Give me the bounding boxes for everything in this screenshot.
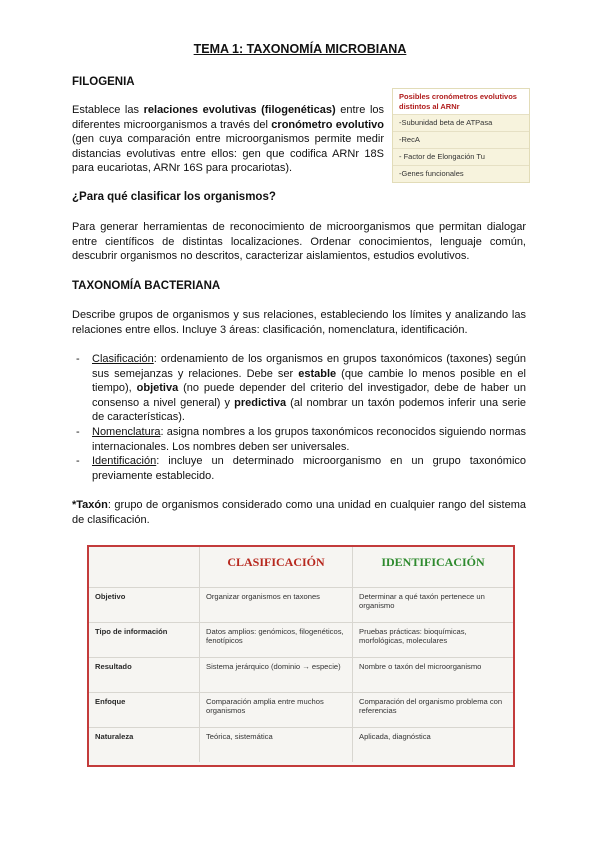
table-header-identificacion: IDENTIFICACIÓN bbox=[353, 547, 514, 588]
table-header-empty bbox=[89, 547, 200, 588]
comparison-table bbox=[89, 547, 513, 762]
bullet-dash: - bbox=[76, 425, 80, 438]
bold-predictiva: predictiva bbox=[234, 396, 287, 409]
table-cell: Comparación amplia entre muchos organismos bbox=[200, 693, 353, 728]
table-header-row bbox=[89, 547, 513, 588]
table-cell: Tipo de información bbox=[89, 623, 200, 658]
table-cell: Sistema jerárquico (dominio → especie) bbox=[200, 658, 353, 693]
heading-filogenia: FILOGENIA bbox=[72, 76, 135, 88]
text-run: (no puede depender del criterio del investigador, debe de haber un consenso a nivel general) y bbox=[92, 382, 527, 409]
paragraph-por-que: Para generar herramientas de reconocimiento de microorganismos que permitan dialogar entre científicos de distintas localizaciones. Ordenar conocimientos, lenguaje común, descubrir organismos no descritos, caracterizar aislamientos, estudios evolutivos. bbox=[72, 221, 526, 263]
taxonomy-areas-list bbox=[72, 352, 526, 483]
paragraph-filogenia bbox=[72, 103, 384, 176]
bold-cronometro: cronómetro evolutivo bbox=[271, 118, 384, 131]
term-identificacion: Identificación bbox=[92, 455, 157, 468]
table-header-clasificacion: CLASIFICACIÓN bbox=[200, 547, 353, 588]
paragraph-taxon-definition bbox=[72, 498, 526, 527]
page-title: TEMA 1: TAXONOMÍA MICROBIANA bbox=[193, 42, 407, 56]
bold-taxon: *Taxón bbox=[72, 499, 108, 511]
text-run: (gen cuya comparación entre microorganismos permite medir distancias evolutivas entre ellos: gen que codifica ARNr 18S para eucariotas, ARNr 16S para procariotas). bbox=[72, 133, 384, 175]
table-row bbox=[89, 728, 513, 763]
text-run: Establece las bbox=[72, 104, 144, 116]
comparison-table-box bbox=[87, 545, 515, 767]
text-run: entre los diferentes microorganismos a través del bbox=[72, 104, 385, 131]
list-item-clasificacion bbox=[72, 352, 526, 425]
table-cell: Datos amplios: genómicos, filogenéticos, fenotípicos bbox=[200, 623, 353, 658]
table-cell: Nombre o taxón del microorganismo bbox=[353, 658, 514, 693]
text-run: : ordenamiento de los organismos en grupos taxonómicos (taxones) según sus semejanzas y relaciones. Debe ser bbox=[92, 353, 526, 380]
list-item-identificacion bbox=[72, 454, 526, 483]
term-clasificacion: Clasificación bbox=[92, 353, 154, 365]
table-cell: Resultado bbox=[89, 658, 200, 693]
bold-objetiva: objetiva bbox=[136, 382, 179, 395]
table-cell: Aplicada, diagnóstica bbox=[353, 728, 514, 763]
bullet-dash: - bbox=[76, 353, 80, 365]
table-row bbox=[89, 658, 513, 693]
table-cell: Determinar a qué taxón pertenece un organismo bbox=[353, 588, 514, 623]
sidebar-item: -Subunidad beta de ATPasa bbox=[393, 114, 529, 131]
table-row bbox=[89, 693, 513, 728]
table-cell: Objetivo bbox=[89, 588, 200, 623]
heading-taxonomia: TAXONOMÍA BACTERIANA bbox=[72, 280, 221, 292]
sidebar-item: -RecA bbox=[393, 131, 529, 148]
table-cell: Organizar organismos en taxones bbox=[200, 588, 353, 623]
text-run: (que cambie lo menos posible en el tiempo), bbox=[92, 367, 526, 395]
table-row bbox=[89, 623, 513, 658]
text-run: : incluye un determinado microorganismo en un grupo taxonómico previamente establecido. bbox=[92, 455, 526, 482]
text-run: (al nombrar un taxón podemos inferir una serie de características). bbox=[92, 396, 527, 424]
table-cell: Comparación del organismo problema con referencias bbox=[353, 693, 514, 728]
table-cell: Pruebas prácticas: bioquímicas, morfológicas, moleculares bbox=[353, 623, 514, 658]
bold-relaciones: relaciones evolutivas (filogenéticas) bbox=[143, 104, 336, 116]
heading-por-que: ¿Para qué clasificar los organismos? bbox=[72, 191, 276, 203]
sidebar-item: - Factor de Elongación Tu bbox=[393, 148, 529, 165]
table-cell: Teórica, sistemática bbox=[200, 728, 353, 763]
table-cell: Enfoque bbox=[89, 693, 200, 728]
sidebar-heading: Posibles cronómetros evolutivos distintos al ARNr bbox=[393, 89, 529, 114]
text-run: : asigna nombres a los grupos taxonómicos reconocidos siguiendo normas internacionales. Los nombres deben ser universales. bbox=[92, 425, 526, 453]
paragraph-taxonomia-intro: Describe grupos de organismos y sus relaciones, estableciendo los límites y analizando las relaciones entre ellos. Incluye 3 áreas: clasificación, nomenclatura, identificación. bbox=[72, 309, 526, 336]
list-item-nomenclatura bbox=[72, 425, 526, 454]
bullet-dash: - bbox=[76, 455, 80, 468]
bold-estable: estable bbox=[298, 367, 337, 380]
table-cell: Naturaleza bbox=[95, 732, 134, 741]
sidebar-box bbox=[392, 88, 530, 183]
text-run: : grupo de organismos considerado como una unidad en cualquier rango del sistema de clasificación. bbox=[72, 499, 526, 526]
sidebar-item: -Genes funcionales bbox=[393, 165, 529, 182]
table-row bbox=[89, 588, 513, 623]
term-nomenclatura: Nomenclatura bbox=[92, 425, 161, 438]
